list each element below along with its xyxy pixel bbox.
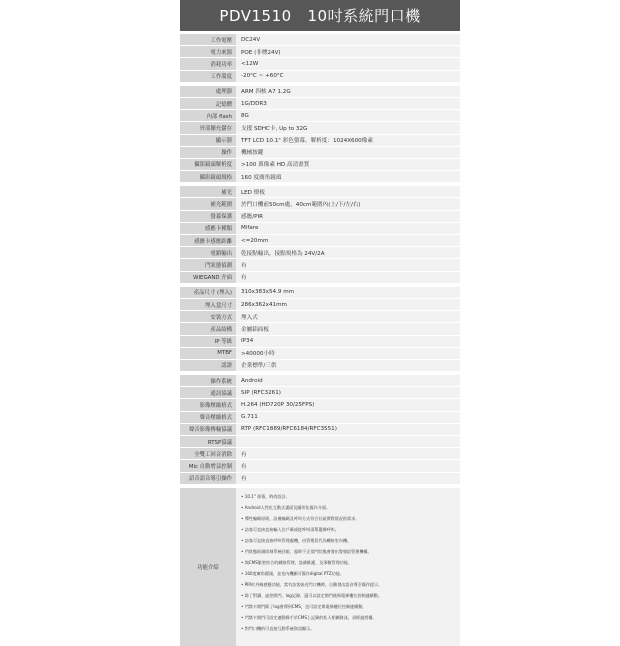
feature-item: • 彈性編碼原則，設備編碼及呼叫方式符合社區實際狀況的需求。 (241, 513, 460, 524)
spec-row (180, 159, 460, 171)
spec-row (180, 436, 460, 448)
spec-table (180, 34, 460, 485)
spec-key: 影像壓縮格式 (180, 399, 236, 410)
spec-value: G.711 (236, 412, 460, 423)
spec-key: 通訊協議 (180, 387, 236, 398)
spec-row (180, 147, 460, 159)
spec-key: 聲音壓縮格式 (180, 412, 236, 423)
spec-row (180, 360, 460, 372)
spec-group (180, 86, 460, 184)
product-title: PDV1510 10吋系統門口機 (219, 7, 421, 25)
feature-item: • 訪客可直接直接輸入住戶碼或從呼叫清單選擇呼叫。 (241, 524, 460, 535)
spec-row (180, 299, 460, 311)
spec-row (180, 110, 460, 122)
spec-key: WIEGAND 介面 (180, 272, 236, 283)
feature-item: • 與CMS緊密結合的網路管理，設備維護，及事數管理功能。 (241, 557, 460, 568)
spec-row (180, 259, 460, 271)
spec-group (180, 287, 460, 372)
feature-item: • 10.1" 螢幕，時尚設計。 (241, 491, 460, 502)
spec-key: 認證 (180, 360, 236, 371)
feature-item: • 門狀態偵測即刻系統回報，超時不正常門狀態會發出警報給管理機構。 (241, 546, 460, 557)
spec-row (180, 186, 460, 198)
spec-value: 有 (236, 259, 460, 270)
spec-value: IP34 (236, 336, 460, 347)
spec-key: 聲音影像傳輸協議 (180, 424, 236, 435)
spec-row (180, 223, 460, 235)
feature-item: • 門禁卡開門除了log會傳到CMS，也可設定與電梯樓位控制連續動。 (241, 601, 460, 612)
spec-group (180, 186, 460, 284)
spec-value: DC24V (236, 34, 460, 45)
spec-row (180, 399, 460, 411)
product-title-bar (180, 0, 460, 31)
spec-value: 有 (236, 272, 460, 283)
spec-key: 顯示器 (180, 135, 236, 146)
spec-key: 工作電壓 (180, 34, 236, 45)
feature-section (180, 488, 460, 646)
feature-item: • 160度廣角鏡頭，並室內機顯可操作digital PTZ功能。 (241, 568, 460, 579)
spec-value: 機械按鍵 (236, 147, 460, 158)
spec-value: <12W (236, 58, 460, 69)
feature-item: • 對門口機的可直接互動系統資訊顯示。 (241, 623, 460, 634)
spec-key: 攝影鏡頭解析度 (180, 159, 236, 170)
spec-row (180, 98, 460, 110)
spec-key: 操作系統 (180, 375, 236, 386)
spec-key: 全雙工回音消除 (180, 448, 236, 459)
spec-row (180, 198, 460, 210)
spec-value: 有 (236, 448, 460, 459)
spec-value: RTP (RFC1889/RFC6184/RFC3551) (236, 424, 460, 435)
spec-row (180, 375, 460, 387)
spec-key: IP 等級 (180, 336, 236, 347)
spec-row (180, 34, 460, 46)
spec-key: Mic 自動增益控制 (180, 460, 236, 471)
spec-row (180, 323, 460, 335)
spec-value: >100 萬像素 HD 高清畫質 (236, 159, 460, 170)
spec-value: <=20mm (236, 235, 460, 246)
spec-row (180, 424, 460, 436)
spec-key: 外部擴充儲存 (180, 122, 236, 133)
spec-key: MTBF (180, 348, 236, 359)
spec-row (180, 58, 460, 70)
spec-value: Android (236, 375, 460, 386)
spec-key: 電力來源 (180, 46, 236, 57)
spec-row (180, 460, 460, 472)
spec-key: 埋入盒尺寸 (180, 299, 236, 310)
spec-value: 企業標準/三供 (236, 360, 460, 371)
spec-value: >40000小時 (236, 348, 460, 359)
feature-item: • 門禁卡開門可設定連動錄手於CMS上記錄的私人相關資訊，須經過授權。 (241, 612, 460, 623)
spec-value: 於門口機前50cm處，40cm範圍內(上/下/左/右) (236, 198, 460, 209)
spec-key: 攝影鏡頭規格 (180, 171, 236, 182)
spec-value: 乾接點輸出，接點規格為 24V/2A (236, 247, 460, 258)
feature-item: • 除了對講、遙控開門、log記錄，還可以設定開門後與電梯樓位控制連續動。 (241, 590, 460, 601)
spec-key: 電鎖輸出 (180, 247, 236, 258)
spec-row (180, 86, 460, 98)
feature-item: • Android人性化互動式畫面及圖形化操作介面。 (241, 502, 460, 513)
spec-row (180, 247, 460, 259)
spec-value: POE (非標24V) (236, 46, 460, 57)
spec-value: ARM 四核 A7 1.2G (236, 86, 460, 97)
spec-key: 安裝方式 (180, 311, 236, 322)
spec-key: 補光 (180, 186, 236, 197)
spec-value: LED 燈板 (236, 186, 460, 197)
spec-row (180, 387, 460, 399)
spec-key: 產品尺寸 (埋入) (180, 287, 236, 298)
spec-key: 消耗功率 (180, 58, 236, 69)
spec-row (180, 235, 460, 247)
spec-value: TFT LCD 10.1" 彩色螢幕，解析度：1024X600像素 (236, 135, 460, 146)
spec-row (180, 46, 460, 58)
spec-value: 感應/PIR (236, 211, 460, 222)
spec-row (180, 171, 460, 183)
spec-value: 160 度廣角鏡頭 (236, 171, 460, 182)
spec-row (180, 412, 460, 424)
spec-row (180, 135, 460, 147)
spec-row (180, 71, 460, 83)
spec-row (180, 122, 460, 134)
feature-list-cell (236, 488, 460, 646)
spec-value: 1G/DDR3 (236, 98, 460, 109)
spec-value: SIP (RFC3261) (236, 387, 460, 398)
spec-key: 記憶體 (180, 98, 236, 109)
spec-key: 產品結構 (180, 323, 236, 334)
spec-value: 支援 SDHC卡, Up to 32G (236, 122, 460, 133)
spec-row (180, 272, 460, 284)
spec-value: 286x362x41mm (236, 299, 460, 310)
spec-row (180, 336, 460, 348)
feature-label: 功能介紹 (180, 488, 236, 646)
spec-key: 語音語音導引操作 (180, 473, 236, 484)
spec-key: 螢幕保護 (180, 211, 236, 222)
spec-row (180, 473, 460, 485)
spec-group (180, 375, 460, 485)
spec-value: 有 (236, 460, 460, 471)
spec-key: 感應卡感應距離 (180, 235, 236, 246)
spec-value: 埋入式 (236, 311, 460, 322)
spec-row (180, 348, 460, 360)
spec-key: 工作溫度 (180, 71, 236, 82)
spec-value: 8G (236, 110, 460, 121)
spec-key: 處理器 (180, 86, 236, 97)
spec-row (180, 448, 460, 460)
spec-sheet (180, 0, 460, 646)
spec-key: 感應卡種類 (180, 223, 236, 234)
spec-value: Mifare (236, 223, 460, 234)
feature-list (241, 491, 460, 634)
spec-key: 門狀態偵測 (180, 259, 236, 270)
spec-value: 有 (236, 473, 460, 484)
spec-value: H.264 (HD720P 30/25FPS) (236, 399, 460, 410)
feature-item: • PIR紅外線感應功能，當有訪客接近門口機時，自動發出語音導引操作提示。 (241, 579, 460, 590)
spec-key: 內部 flash (180, 110, 236, 121)
spec-row (180, 211, 460, 223)
spec-value: -20°C ~ +60°C (236, 71, 460, 82)
spec-key: 操作 (180, 147, 236, 158)
spec-row (180, 287, 460, 299)
spec-group (180, 34, 460, 83)
spec-key: RTSP協議 (180, 436, 236, 447)
spec-key: 補光範圍 (180, 198, 236, 209)
spec-value: 金屬鋁面板 (236, 323, 460, 334)
spec-value (236, 436, 460, 447)
feature-item: • 訪客可直接直接呼叫管理處機，由管理員代為轉接室內機。 (241, 535, 460, 546)
spec-row (180, 311, 460, 323)
spec-value: 310x383x54.9 mm (236, 287, 460, 298)
